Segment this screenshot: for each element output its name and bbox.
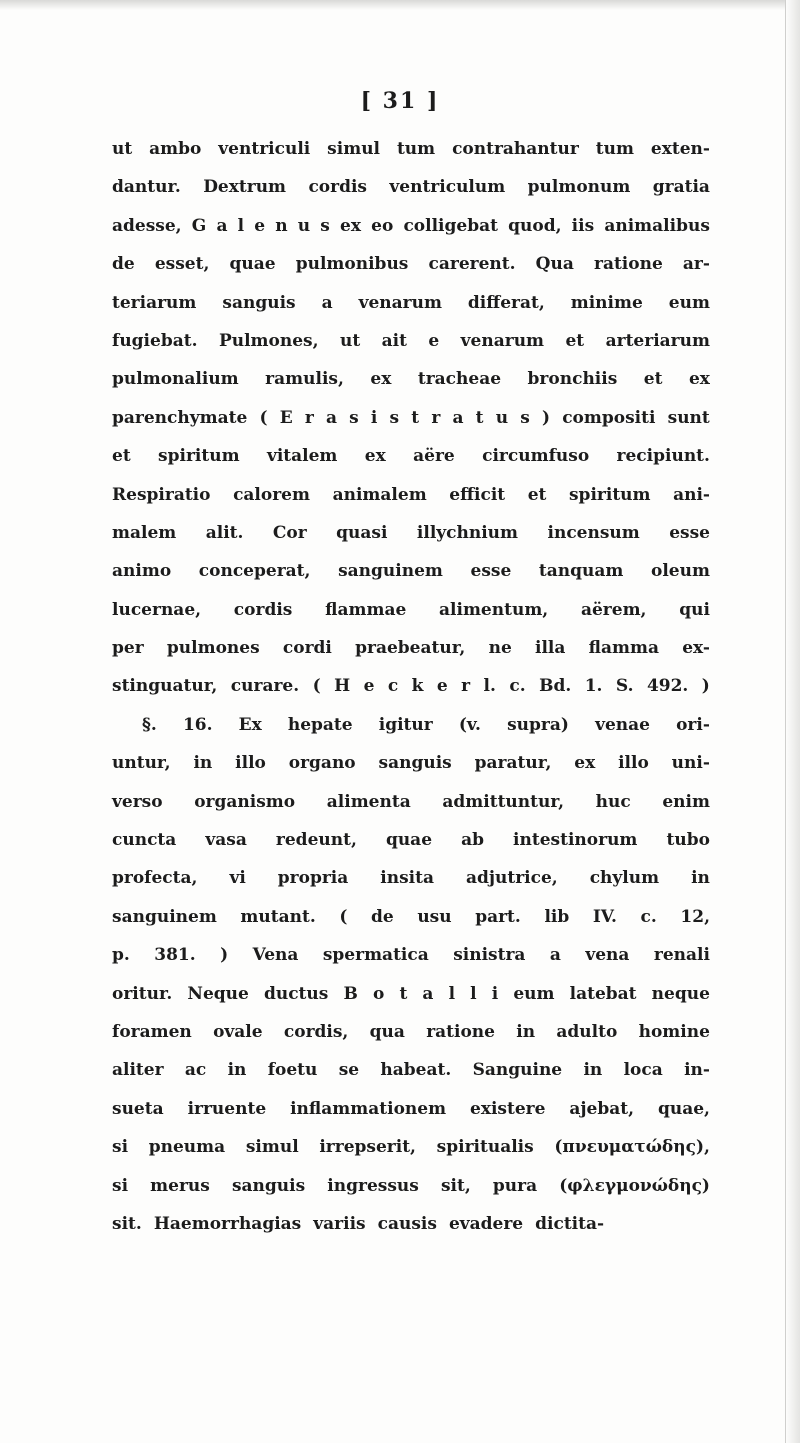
word: quae xyxy=(385,830,433,851)
word: ab xyxy=(461,830,484,851)
word: ajebat, xyxy=(569,1098,635,1119)
word: 492. xyxy=(646,676,689,697)
word: qui xyxy=(679,599,710,620)
word: illa xyxy=(534,638,566,659)
word: conceperat, xyxy=(198,561,311,582)
word: r xyxy=(304,407,314,428)
word: eum xyxy=(668,292,710,313)
word: illo xyxy=(618,753,649,774)
word: fugiebat. xyxy=(112,330,198,351)
word: profecta, xyxy=(112,868,198,889)
word: e xyxy=(254,215,266,236)
text-line xyxy=(112,130,710,168)
word: quae xyxy=(229,254,276,275)
word: k xyxy=(411,676,424,697)
word: de xyxy=(371,906,394,927)
word: ( xyxy=(339,906,348,927)
word: H xyxy=(334,676,351,697)
word: in xyxy=(516,1021,536,1042)
word: sueta xyxy=(112,1098,164,1119)
word: animalibus xyxy=(604,215,710,236)
word: S. xyxy=(615,676,634,697)
word: huc xyxy=(595,791,631,812)
word: a xyxy=(422,983,434,1004)
word: ori- xyxy=(676,714,710,735)
word: r xyxy=(431,407,441,428)
word: exten- xyxy=(650,139,710,159)
word: pulmonum xyxy=(527,177,631,198)
word: sanguinem xyxy=(112,906,217,927)
word: supra) xyxy=(507,714,569,735)
word: habeat. xyxy=(380,1060,452,1081)
word: organo xyxy=(288,753,356,774)
word: et xyxy=(643,369,663,390)
word: Neque xyxy=(187,983,249,1004)
word: foramen xyxy=(112,1021,192,1042)
text-line xyxy=(112,245,710,283)
word: chylum xyxy=(589,868,660,889)
word: vena xyxy=(585,945,630,966)
word: compositi xyxy=(562,407,656,428)
word: se xyxy=(338,1060,360,1081)
text-line xyxy=(112,552,710,590)
word: iis xyxy=(571,215,595,236)
word: calorem xyxy=(233,484,310,505)
word: ventriculi xyxy=(218,139,311,159)
word: Haemorrhagias xyxy=(153,1213,302,1234)
word: ) xyxy=(701,676,710,697)
word: alit. xyxy=(205,522,244,543)
word: a xyxy=(325,407,337,428)
word: 16. xyxy=(182,714,213,735)
word: s xyxy=(320,215,330,236)
word: cordis xyxy=(233,599,293,620)
word: existere xyxy=(470,1098,546,1119)
text-line xyxy=(112,744,710,782)
word: eo xyxy=(371,215,394,236)
word: Ex xyxy=(238,714,262,735)
word: minime xyxy=(570,292,643,313)
word: r xyxy=(461,676,471,697)
word: a xyxy=(549,945,561,966)
word: animalem xyxy=(332,484,427,505)
word: alimenta xyxy=(326,791,411,812)
word: sanguis xyxy=(378,753,452,774)
word: stinguatur, xyxy=(112,676,218,697)
text-line xyxy=(112,322,710,360)
word: spiritum xyxy=(568,484,651,505)
word: flammae xyxy=(325,599,407,620)
word: l xyxy=(237,215,245,236)
word: qua xyxy=(369,1021,405,1042)
word: ar- xyxy=(682,254,710,275)
word: dantur. xyxy=(112,177,181,198)
word: §. xyxy=(142,714,157,735)
word: vi xyxy=(229,868,246,889)
word: s xyxy=(520,407,530,428)
word: sunt xyxy=(667,407,710,428)
text-line xyxy=(112,399,710,437)
word: gratia xyxy=(652,177,710,198)
word: 1. xyxy=(584,676,603,697)
word: B xyxy=(343,983,358,1004)
word: incensum xyxy=(547,522,640,543)
word: esse xyxy=(669,522,710,543)
word: colligebat xyxy=(403,215,498,236)
word: (πνευματώδης), xyxy=(554,1137,710,1158)
word: ambo xyxy=(149,139,202,159)
word: loca xyxy=(623,1060,663,1081)
word: carerent. xyxy=(428,254,516,275)
word: untur, xyxy=(112,753,171,774)
word: animo xyxy=(112,561,172,582)
text-line xyxy=(112,667,710,705)
word: verso xyxy=(112,791,163,812)
word: irruente xyxy=(187,1098,267,1119)
word: Dextrum xyxy=(203,177,287,198)
word: pulmonibus xyxy=(295,254,409,275)
word: curare. xyxy=(230,676,300,697)
word: tanquam xyxy=(538,561,624,582)
text-line xyxy=(112,706,710,744)
word: (v. xyxy=(458,714,481,735)
word: neque xyxy=(651,983,710,1004)
word: foetu xyxy=(267,1060,318,1081)
word: inflammationem xyxy=(290,1098,447,1119)
word: cordis, xyxy=(283,1021,349,1042)
text-line xyxy=(112,975,710,1013)
text-line xyxy=(112,783,710,821)
word: ingressus xyxy=(327,1175,419,1196)
word: ut xyxy=(112,139,133,159)
word: o xyxy=(372,983,385,1004)
word: oleum xyxy=(650,561,710,582)
text-line xyxy=(112,898,710,936)
word: lib xyxy=(544,906,570,927)
word: si xyxy=(112,1137,129,1158)
word: a xyxy=(321,292,333,313)
word: Vena xyxy=(252,945,299,966)
text-line xyxy=(112,514,710,552)
word: e xyxy=(436,676,448,697)
word: hepate xyxy=(287,714,353,735)
word: pneuma xyxy=(148,1137,226,1158)
word: homine xyxy=(638,1021,710,1042)
word: Pulmones, xyxy=(218,330,319,351)
body-text xyxy=(112,130,710,1243)
scan-shadow-right xyxy=(785,0,800,1443)
word: ani- xyxy=(673,484,710,505)
word: l. xyxy=(483,676,496,697)
text-line xyxy=(112,859,710,897)
word: evadere xyxy=(448,1213,524,1234)
word: ac xyxy=(184,1060,207,1081)
word: vitalem xyxy=(266,446,338,467)
word: quae, xyxy=(657,1098,710,1119)
word: sanguis xyxy=(222,292,296,313)
word: insita xyxy=(380,868,434,889)
word: intestinorum xyxy=(513,830,638,851)
word: pulmonalium xyxy=(112,369,239,390)
word: ramulis, xyxy=(265,369,344,390)
word: latebat xyxy=(569,983,637,1004)
word: ex xyxy=(370,369,392,390)
text-line xyxy=(112,168,710,206)
text-line xyxy=(112,1167,710,1205)
word: sit. xyxy=(112,1213,142,1234)
word: contrahantur xyxy=(452,139,579,159)
word: 381. xyxy=(154,945,196,966)
word: si xyxy=(112,1175,129,1196)
word: u xyxy=(495,407,509,428)
word: cuncta xyxy=(112,830,177,851)
word: tracheae xyxy=(417,369,502,390)
word: spiritualis xyxy=(436,1137,534,1158)
text-line xyxy=(112,1090,710,1128)
word: part. xyxy=(475,906,521,927)
word: uni- xyxy=(671,753,710,774)
word: ( xyxy=(312,676,321,697)
word: ratione xyxy=(426,1021,495,1042)
word: 12, xyxy=(680,906,710,927)
text-line xyxy=(112,1051,710,1089)
word: ovale xyxy=(213,1021,263,1042)
word: t xyxy=(399,983,408,1004)
word: igitur xyxy=(378,714,433,735)
text-line xyxy=(112,207,710,245)
word: (φλεγμονώδης) xyxy=(559,1175,710,1196)
word: tubo xyxy=(666,830,710,851)
word: vasa xyxy=(205,830,247,851)
word: paratur, xyxy=(474,753,552,774)
word: parenchymate xyxy=(112,407,248,428)
word: n xyxy=(275,215,288,236)
word: ventriculum xyxy=(389,177,506,198)
word: in- xyxy=(684,1060,710,1081)
word: c. xyxy=(640,906,657,927)
word: p. xyxy=(112,945,130,966)
text-line xyxy=(112,629,710,667)
word: e xyxy=(428,330,440,351)
word: tum xyxy=(396,139,436,159)
word: variis xyxy=(313,1213,366,1234)
word: s xyxy=(349,407,359,428)
text-line xyxy=(112,360,710,398)
word: ait xyxy=(381,330,407,351)
word: a xyxy=(216,215,228,236)
word: in xyxy=(193,753,213,774)
word: ex- xyxy=(682,638,710,659)
word: simul xyxy=(245,1137,299,1158)
word: ductus xyxy=(263,983,329,1004)
word: i xyxy=(370,407,378,428)
word: bronchiis xyxy=(527,369,618,390)
text-line xyxy=(112,437,710,475)
word: pulmones xyxy=(166,638,260,659)
word: teriarum xyxy=(112,292,197,313)
word: E xyxy=(279,407,293,428)
word: redeunt, xyxy=(275,830,357,851)
word: eum xyxy=(513,983,555,1004)
text-line xyxy=(112,284,710,322)
word: irrepserit, xyxy=(319,1137,416,1158)
word: organismo xyxy=(194,791,296,812)
word: illo xyxy=(235,753,266,774)
word: ex xyxy=(340,215,361,236)
word: sit, xyxy=(440,1175,471,1196)
word: venarum xyxy=(358,292,442,313)
word: quod, xyxy=(508,215,562,236)
word: propria xyxy=(277,868,349,889)
word: simul xyxy=(327,139,381,159)
word: cordi xyxy=(282,638,332,659)
word: tum xyxy=(595,139,634,159)
text-line xyxy=(112,1128,710,1166)
word: aërem, xyxy=(580,599,647,620)
word: c xyxy=(387,676,399,697)
word: et xyxy=(112,446,131,467)
text-line xyxy=(112,591,710,629)
word: s xyxy=(389,407,400,428)
word: Respiratio xyxy=(112,484,211,505)
word: Qua xyxy=(535,254,574,275)
word: adesse, xyxy=(112,215,182,236)
word: ex xyxy=(688,369,710,390)
word: in xyxy=(691,868,710,889)
word: de xyxy=(112,254,135,275)
word: e xyxy=(363,676,375,697)
word: et xyxy=(527,484,547,505)
text-line xyxy=(112,936,710,974)
page-number-header: [ 31 ] xyxy=(360,88,440,114)
word: in xyxy=(583,1060,603,1081)
text-line xyxy=(112,476,710,514)
word: lucernae, xyxy=(112,599,202,620)
word: praebeatur, xyxy=(355,638,466,659)
word: malem xyxy=(112,522,177,543)
word: esset, xyxy=(154,254,210,275)
word: ex xyxy=(364,446,386,467)
word: illychnium xyxy=(416,522,519,543)
word: differat, xyxy=(467,292,545,313)
word: venae xyxy=(595,714,650,735)
word: merus xyxy=(150,1175,210,1196)
word: G xyxy=(191,215,207,236)
word: recipiunt. xyxy=(616,446,710,467)
word: ne xyxy=(488,638,512,659)
word: quasi xyxy=(336,522,388,543)
word: renali xyxy=(653,945,710,966)
word: u xyxy=(297,215,311,236)
word: ) xyxy=(541,407,551,428)
word: a xyxy=(452,407,464,428)
word: sinistra xyxy=(453,945,526,966)
word: mutant. xyxy=(240,906,316,927)
word: et xyxy=(565,330,585,351)
word: sanguis xyxy=(231,1175,306,1196)
word: t xyxy=(475,407,484,428)
word: flamma xyxy=(588,638,659,659)
word: arteriarum xyxy=(605,330,710,351)
word: ( xyxy=(259,407,268,428)
word: adjutrice, xyxy=(465,868,558,889)
word: usu xyxy=(417,906,452,927)
word: l xyxy=(448,983,456,1004)
word: ut xyxy=(339,330,361,351)
text-line xyxy=(112,821,710,859)
word: circumfuso xyxy=(482,446,590,467)
word: Sanguine xyxy=(472,1060,563,1081)
word: spiritum xyxy=(158,446,240,467)
word: dictita- xyxy=(535,1213,605,1234)
word: esse xyxy=(470,561,512,582)
text-line xyxy=(112,1013,710,1051)
word: oritur. xyxy=(112,983,173,1004)
word: efficit xyxy=(449,484,506,505)
word: enim xyxy=(662,791,710,812)
word: venarum xyxy=(460,330,545,351)
text-line xyxy=(112,1205,710,1243)
scan-shadow-top xyxy=(0,0,800,10)
word: in xyxy=(227,1060,247,1081)
word: admittuntur, xyxy=(442,791,564,812)
word: adulto xyxy=(556,1021,618,1042)
word: ) xyxy=(220,945,229,966)
word: per xyxy=(112,638,144,659)
word: Bd. xyxy=(539,676,572,697)
word: Cor xyxy=(272,522,307,543)
word: cordis xyxy=(308,177,367,198)
word: IV. xyxy=(592,906,617,927)
word: i xyxy=(491,983,499,1004)
word: ex xyxy=(574,753,596,774)
word: aliter xyxy=(112,1060,164,1081)
word: alimentum, xyxy=(439,599,549,620)
word: ratione xyxy=(593,254,663,275)
word: t xyxy=(411,407,420,428)
word: c. xyxy=(509,676,526,697)
word: l xyxy=(470,983,477,1004)
word: aëre xyxy=(413,446,455,467)
word: causis xyxy=(377,1213,437,1234)
word: spermatica xyxy=(322,945,429,966)
word: pura xyxy=(492,1175,538,1196)
word: sanguinem xyxy=(338,561,443,582)
